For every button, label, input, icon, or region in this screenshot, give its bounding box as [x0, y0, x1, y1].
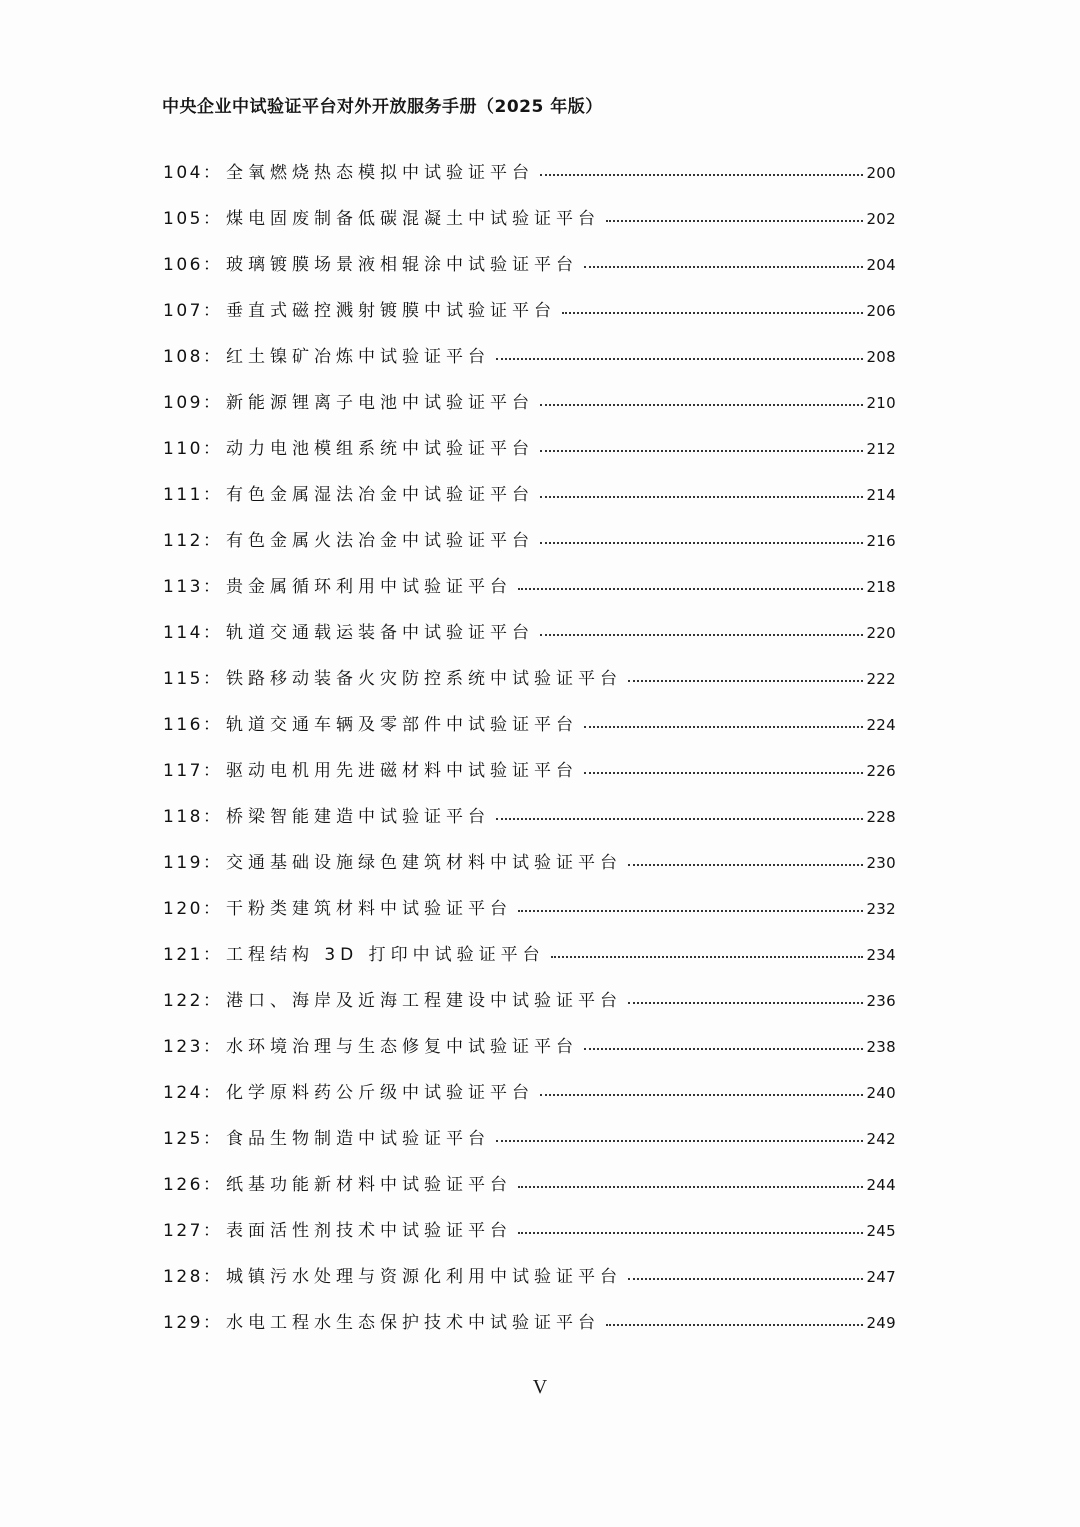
- toc-entry-separator: ：: [202, 531, 220, 551]
- toc-entry-number: 106: [163, 255, 203, 275]
- toc-entry-page: 204: [866, 256, 896, 274]
- toc-entry[interactable]: [163, 250, 896, 296]
- dot-leader: [584, 725, 864, 728]
- toc-entry-number: 119: [163, 853, 203, 873]
- toc-entry-page: 208: [866, 348, 896, 366]
- toc-entry-number: 124: [163, 1083, 203, 1103]
- toc-entry[interactable]: [163, 1216, 896, 1262]
- dot-leader: [606, 1323, 864, 1326]
- toc-entry-page: 242: [866, 1130, 896, 1148]
- dot-leader: [496, 1139, 864, 1142]
- toc-entry-separator: ：: [202, 945, 220, 965]
- toc-entry-title: 铁路移动装备火灾防控系统中试验证平台: [225, 669, 622, 689]
- toc-entry-page: 210: [866, 394, 896, 412]
- toc-entry-title: 煤电固废制备低碳混凝土中试验证平台: [225, 209, 600, 229]
- dot-leader: [518, 1231, 864, 1234]
- toc-entry-number: 123: [163, 1037, 203, 1057]
- toc-entry-separator: ：: [202, 209, 220, 229]
- dot-leader: [562, 311, 864, 314]
- toc-entry-separator: ：: [202, 255, 220, 275]
- dot-leader: [628, 863, 864, 866]
- table-of-contents: [163, 158, 896, 1354]
- toc-entry-number: 115: [163, 669, 203, 689]
- toc-entry-page: 238: [866, 1038, 896, 1056]
- toc-entry[interactable]: [163, 894, 896, 940]
- toc-entry-page: 218: [866, 578, 896, 596]
- toc-entry-title: 表面活性剂技术中试验证平台: [225, 1221, 512, 1241]
- toc-entry-separator: ：: [202, 807, 220, 827]
- toc-entry-title: 城镇污水处理与资源化利用中试验证平台: [225, 1267, 622, 1287]
- toc-entry-separator: ：: [202, 163, 220, 183]
- toc-entry-page: 230: [866, 854, 896, 872]
- toc-entry-page: 244: [866, 1176, 896, 1194]
- toc-entry-page: 226: [866, 762, 896, 780]
- toc-entry-title: 新能源锂离子电池中试验证平台: [225, 393, 534, 413]
- toc-entry[interactable]: [163, 1262, 896, 1308]
- dot-leader: [540, 173, 864, 176]
- toc-entry-separator: ：: [202, 485, 220, 505]
- toc-entry-number: 126: [163, 1175, 203, 1195]
- toc-entry-page: 200: [866, 164, 896, 182]
- toc-entry-separator: ：: [202, 991, 220, 1011]
- toc-entry-number: 116: [163, 715, 203, 735]
- toc-entry-separator: ：: [202, 899, 220, 919]
- toc-entry-separator: ：: [202, 669, 220, 689]
- toc-entry-title: 贵金属循环利用中试验证平台: [225, 577, 512, 597]
- toc-entry-page: 220: [866, 624, 896, 642]
- toc-entry[interactable]: [163, 526, 896, 572]
- toc-entry-separator: ：: [202, 1267, 220, 1287]
- dot-leader: [584, 1047, 864, 1050]
- dot-leader: [518, 909, 864, 912]
- toc-entry-number: 122: [163, 991, 203, 1011]
- toc-entry-separator: ：: [202, 1221, 220, 1241]
- toc-entry-number: 114: [163, 623, 203, 643]
- toc-entry-page: 202: [866, 210, 896, 228]
- toc-entry-number: 105: [163, 209, 203, 229]
- toc-entry-number: 129: [163, 1313, 203, 1333]
- toc-entry-page: 228: [866, 808, 896, 826]
- toc-entry-separator: ：: [202, 301, 220, 321]
- toc-entry[interactable]: [163, 664, 896, 710]
- toc-entry-page: 249: [866, 1314, 896, 1332]
- toc-entry-separator: ：: [202, 1175, 220, 1195]
- toc-entry-separator: ：: [202, 1083, 220, 1103]
- toc-entry[interactable]: [163, 480, 896, 526]
- toc-entry-separator: ：: [202, 577, 220, 597]
- dot-leader: [628, 1001, 864, 1004]
- toc-entry-separator: ：: [202, 347, 220, 367]
- toc-entry-separator: ：: [202, 1313, 220, 1333]
- dot-leader: [540, 403, 864, 406]
- toc-entry[interactable]: [163, 158, 896, 204]
- toc-entry[interactable]: [163, 1078, 896, 1124]
- toc-entry-number: 120: [163, 899, 203, 919]
- page-number: V: [532, 1376, 548, 1398]
- toc-entry[interactable]: [163, 756, 896, 802]
- toc-entry-number: 110: [163, 439, 203, 459]
- toc-entry-number: 104: [163, 163, 203, 183]
- dot-leader: [496, 817, 864, 820]
- toc-entry-page: 212: [866, 440, 896, 458]
- toc-entry-title: 水电工程水生态保护技术中试验证平台: [225, 1313, 600, 1333]
- toc-entry-title: 桥梁智能建造中试验证平台: [225, 807, 490, 827]
- toc-entry[interactable]: [163, 1308, 896, 1354]
- toc-entry-page: 245: [866, 1222, 896, 1240]
- toc-entry-title: 工程结构 3D 打印中试验证平台: [225, 945, 545, 965]
- toc-entry[interactable]: [163, 710, 896, 756]
- dot-leader: [540, 495, 864, 498]
- toc-entry-page: 234: [866, 946, 896, 964]
- dot-leader: [584, 771, 864, 774]
- toc-entry-separator: ：: [202, 853, 220, 873]
- dot-leader: [540, 541, 864, 544]
- toc-entry-title: 食品生物制造中试验证平台: [225, 1129, 490, 1149]
- toc-entry[interactable]: [163, 848, 896, 894]
- dot-leader: [606, 219, 864, 222]
- toc-entry-number: 108: [163, 347, 203, 367]
- dot-leader: [628, 679, 864, 682]
- toc-entry-title: 有色金属火法冶金中试验证平台: [225, 531, 534, 551]
- toc-entry[interactable]: [163, 618, 896, 664]
- toc-entry[interactable]: [163, 342, 896, 388]
- toc-entry-page: 224: [866, 716, 896, 734]
- toc-entry-number: 113: [163, 577, 203, 597]
- toc-entry-number: 109: [163, 393, 203, 413]
- toc-entry-title: 交通基础设施绿色建筑材料中试验证平台: [225, 853, 622, 873]
- toc-entry-page: 247: [866, 1268, 896, 1286]
- toc-entry-page: 216: [866, 532, 896, 550]
- dot-leader: [628, 1277, 864, 1280]
- toc-entry-number: 125: [163, 1129, 203, 1149]
- toc-entry-title: 垂直式磁控溅射镀膜中试验证平台: [225, 301, 556, 321]
- toc-entry-number: 112: [163, 531, 203, 551]
- toc-entry-separator: ：: [202, 623, 220, 643]
- toc-entry-page: 222: [866, 670, 896, 688]
- running-header: 中央企业中试验证平台对外开放服务手册（2025 年版）: [162, 97, 603, 117]
- toc-entry[interactable]: [163, 1170, 896, 1216]
- dot-leader: [540, 449, 864, 452]
- toc-entry-page: 240: [866, 1084, 896, 1102]
- toc-entry[interactable]: [163, 1124, 896, 1170]
- toc-entry[interactable]: [163, 388, 896, 434]
- toc-entry-title: 纸基功能新材料中试验证平台: [225, 1175, 512, 1195]
- toc-entry-title: 红土镍矿冶炼中试验证平台: [225, 347, 490, 367]
- toc-entry-separator: ：: [202, 1037, 220, 1057]
- toc-entry[interactable]: [163, 802, 896, 848]
- toc-entry-title: 玻璃镀膜场景液相辊涂中试验证平台: [225, 255, 578, 275]
- dot-leader: [540, 1093, 864, 1096]
- toc-entry-title: 轨道交通车辆及零部件中试验证平台: [225, 715, 578, 735]
- toc-entry-separator: ：: [202, 715, 220, 735]
- dot-leader: [518, 1185, 864, 1188]
- toc-entry-separator: ：: [202, 1129, 220, 1149]
- toc-entry[interactable]: [163, 204, 896, 250]
- dot-leader: [540, 633, 864, 636]
- toc-entry-page: 214: [866, 486, 896, 504]
- toc-entry-number: 111: [163, 485, 203, 505]
- toc-entry-number: 118: [163, 807, 203, 827]
- toc-entry-title: 水环境治理与生态修复中试验证平台: [225, 1037, 578, 1057]
- toc-entry[interactable]: [163, 1032, 896, 1078]
- toc-entry-number: 128: [163, 1267, 203, 1287]
- toc-entry-separator: ：: [202, 393, 220, 413]
- toc-entry-number: 127: [163, 1221, 203, 1241]
- toc-entry[interactable]: [163, 434, 896, 480]
- toc-entry-title: 港口、海岸及近海工程建设中试验证平台: [225, 991, 622, 1011]
- toc-entry-title: 全氧燃烧热态模拟中试验证平台: [225, 163, 534, 183]
- dot-leader: [584, 265, 864, 268]
- toc-entry[interactable]: [163, 572, 896, 618]
- dot-leader: [496, 357, 864, 360]
- toc-entry-number: 121: [163, 945, 203, 965]
- toc-entry[interactable]: [163, 986, 896, 1032]
- toc-entry-title: 有色金属湿法冶金中试验证平台: [225, 485, 534, 505]
- toc-entry-separator: ：: [202, 761, 220, 781]
- toc-entry-title: 轨道交通载运装备中试验证平台: [225, 623, 534, 643]
- toc-entry-title: 驱动电机用先进磁材料中试验证平台: [225, 761, 578, 781]
- dot-leader: [518, 587, 864, 590]
- toc-entry-number: 117: [163, 761, 203, 781]
- toc-entry-page: 206: [866, 302, 896, 320]
- toc-entry-title: 化学原料药公斤级中试验证平台: [225, 1083, 534, 1103]
- toc-entry-page: 236: [866, 992, 896, 1010]
- toc-entry[interactable]: [163, 940, 896, 986]
- toc-entry-title: 干粉类建筑材料中试验证平台: [225, 899, 512, 919]
- toc-entry-title: 动力电池模组系统中试验证平台: [225, 439, 534, 459]
- toc-entry-separator: ：: [202, 439, 220, 459]
- dot-leader: [551, 955, 864, 958]
- toc-entry-page: 232: [866, 900, 896, 918]
- toc-entry[interactable]: [163, 296, 896, 342]
- toc-entry-number: 107: [163, 301, 203, 321]
